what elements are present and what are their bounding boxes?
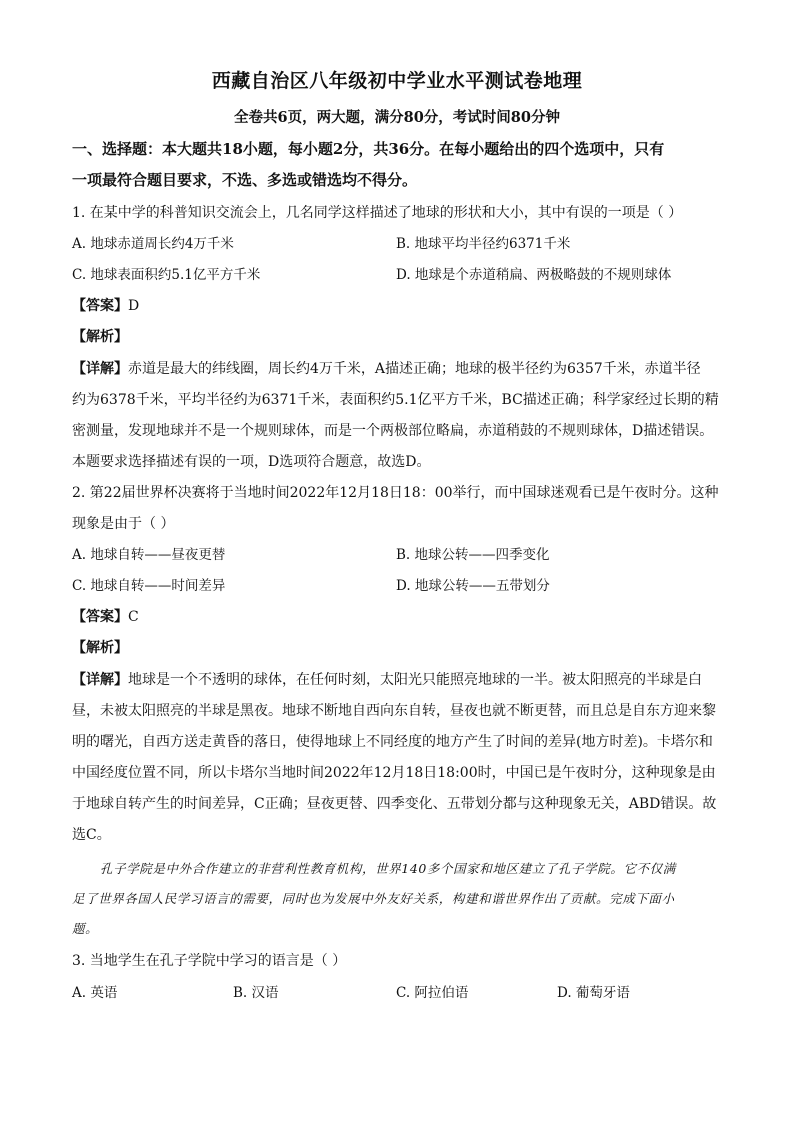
- answer-value: C: [128, 609, 139, 625]
- q2-option-c: C. 地球自转——时间差异: [72, 578, 226, 594]
- q3-option-a: A. 英语: [72, 985, 118, 1001]
- detail-tag: 【详解】: [72, 672, 128, 688]
- section-heading-line-1: 一、选择题：本大题共18小题，每小题2分，共36分。在每小题给出的四个选项中，只有: [72, 140, 665, 158]
- passage-line: 足了世界各国人民学习语言的需要，同时也为发展中外友好关系，构建和谐世界作出了贡献。完成下面小: [72, 891, 675, 906]
- q1-analysis-tag: 【解析】: [72, 329, 128, 345]
- q1-option-d: D. 地球是个赤道稍扁、两极略鼓的不规则球体: [396, 267, 672, 283]
- q1-option-a: A. 地球赤道周长约4万千米: [72, 236, 234, 252]
- q3-option-d: D. 葡萄牙语: [557, 985, 630, 1001]
- q2-analysis-tag: 【解析】: [72, 640, 128, 656]
- detail-text: 赤道是最大的纬线圈，周长约4万千米，A描述正确；地球的极半径约为6357千米，赤道半径: [128, 361, 701, 377]
- q2-detail-line: 昼，未被太阳照亮的半球是黑夜。地球不断地自西向东自转，昼夜也就不断更替，而且总是自东方迎来黎: [72, 703, 716, 719]
- answer-value: D: [128, 298, 140, 314]
- page-title: 西藏自治区八年级初中学业水平测试卷地理: [211, 70, 583, 92]
- q2-detail-line: [72, 671, 702, 689]
- passage-line: 题。: [72, 921, 99, 936]
- q1-option-c: C. 地球表面积约5.1亿平方千米: [72, 267, 261, 283]
- detail-tag: 【详解】: [72, 361, 128, 377]
- q2-option-d: D. 地球公转——五带划分: [396, 578, 550, 594]
- q2-detail-line: 中国经度位置不同，所以卡塔尔当地时间2022年12月18日18:00时，中国已是午夜时分，这种现象是由: [72, 765, 716, 781]
- answer-tag: 【答案】: [72, 609, 128, 625]
- q3-option-b: B. 汉语: [233, 985, 279, 1001]
- q2-detail-line: 于地球自转产生的时间差异，C正确；昼夜更替、四季变化、五带划分都与这种现象无关，ABD错误。故: [72, 796, 717, 812]
- q2-detail-line: 明的曙光，自西方送走黄昏的落日，使得地球上不同经度的地方产生了时间的差异(地方时差)。卡塔尔和: [72, 734, 713, 750]
- q1-answer: [72, 297, 139, 315]
- question-2-stem-cont: 现象是由于（ ）: [72, 516, 175, 532]
- q2-detail-line: 选C。: [72, 827, 111, 843]
- question-2-stem: 2. 第22届世界杯决赛将于当地时间2022年12月18日18：00举行，而中国球迷观看已是午夜时分。这种: [72, 485, 719, 501]
- q1-detail-line: 约为6378千米，平均半径约为6371千米，表面积约5.1亿平方千米，BC描述正确；科学家经过长期的精: [72, 392, 719, 408]
- q2-option-b: B. 地球公转——四季变化: [396, 547, 550, 563]
- q3-option-c: C. 阿拉伯语: [396, 985, 469, 1001]
- q2-option-a: A. 地球自转——昼夜更替: [72, 547, 226, 563]
- q1-option-b: B. 地球平均半径约6371千米: [396, 236, 571, 252]
- q2-answer: [72, 608, 139, 626]
- q1-detail-line: 密测量，发现地球并不是一个规则球体，而是一个两极部位略扁，赤道稍鼓的不规则球体，D描述错误。: [72, 423, 714, 439]
- question-3-stem: 3. 当地学生在孔子学院中学习的语言是（ ）: [72, 953, 347, 969]
- section-heading-line-2: 一项最符合题目要求，不选、多选或错选均不得分。: [72, 171, 418, 189]
- question-1-stem: 1. 在某中学的科普知识交流会上，几名同学这样描述了地球的形状和大小，其中有误的一项是（ ）: [72, 205, 683, 221]
- page-subtitle: 全卷共6页，两大题，满分80分，考试时间80分钟: [234, 109, 560, 126]
- answer-tag: 【答案】: [72, 298, 128, 314]
- detail-text: 地球是一个不透明的球体，在任何时刻，太阳光只能照亮地球的一半。被太阳照亮的半球是白: [128, 672, 702, 688]
- q1-detail-line: 本题要求选择描述有误的一项，D选项符合题意，故选D。: [72, 454, 431, 470]
- passage-line: 孔子学院是中外合作建立的非营利性教育机构，世界140多个国家和地区建立了孔子学院。它不仅满: [100, 861, 676, 876]
- q1-detail-line: [72, 360, 701, 378]
